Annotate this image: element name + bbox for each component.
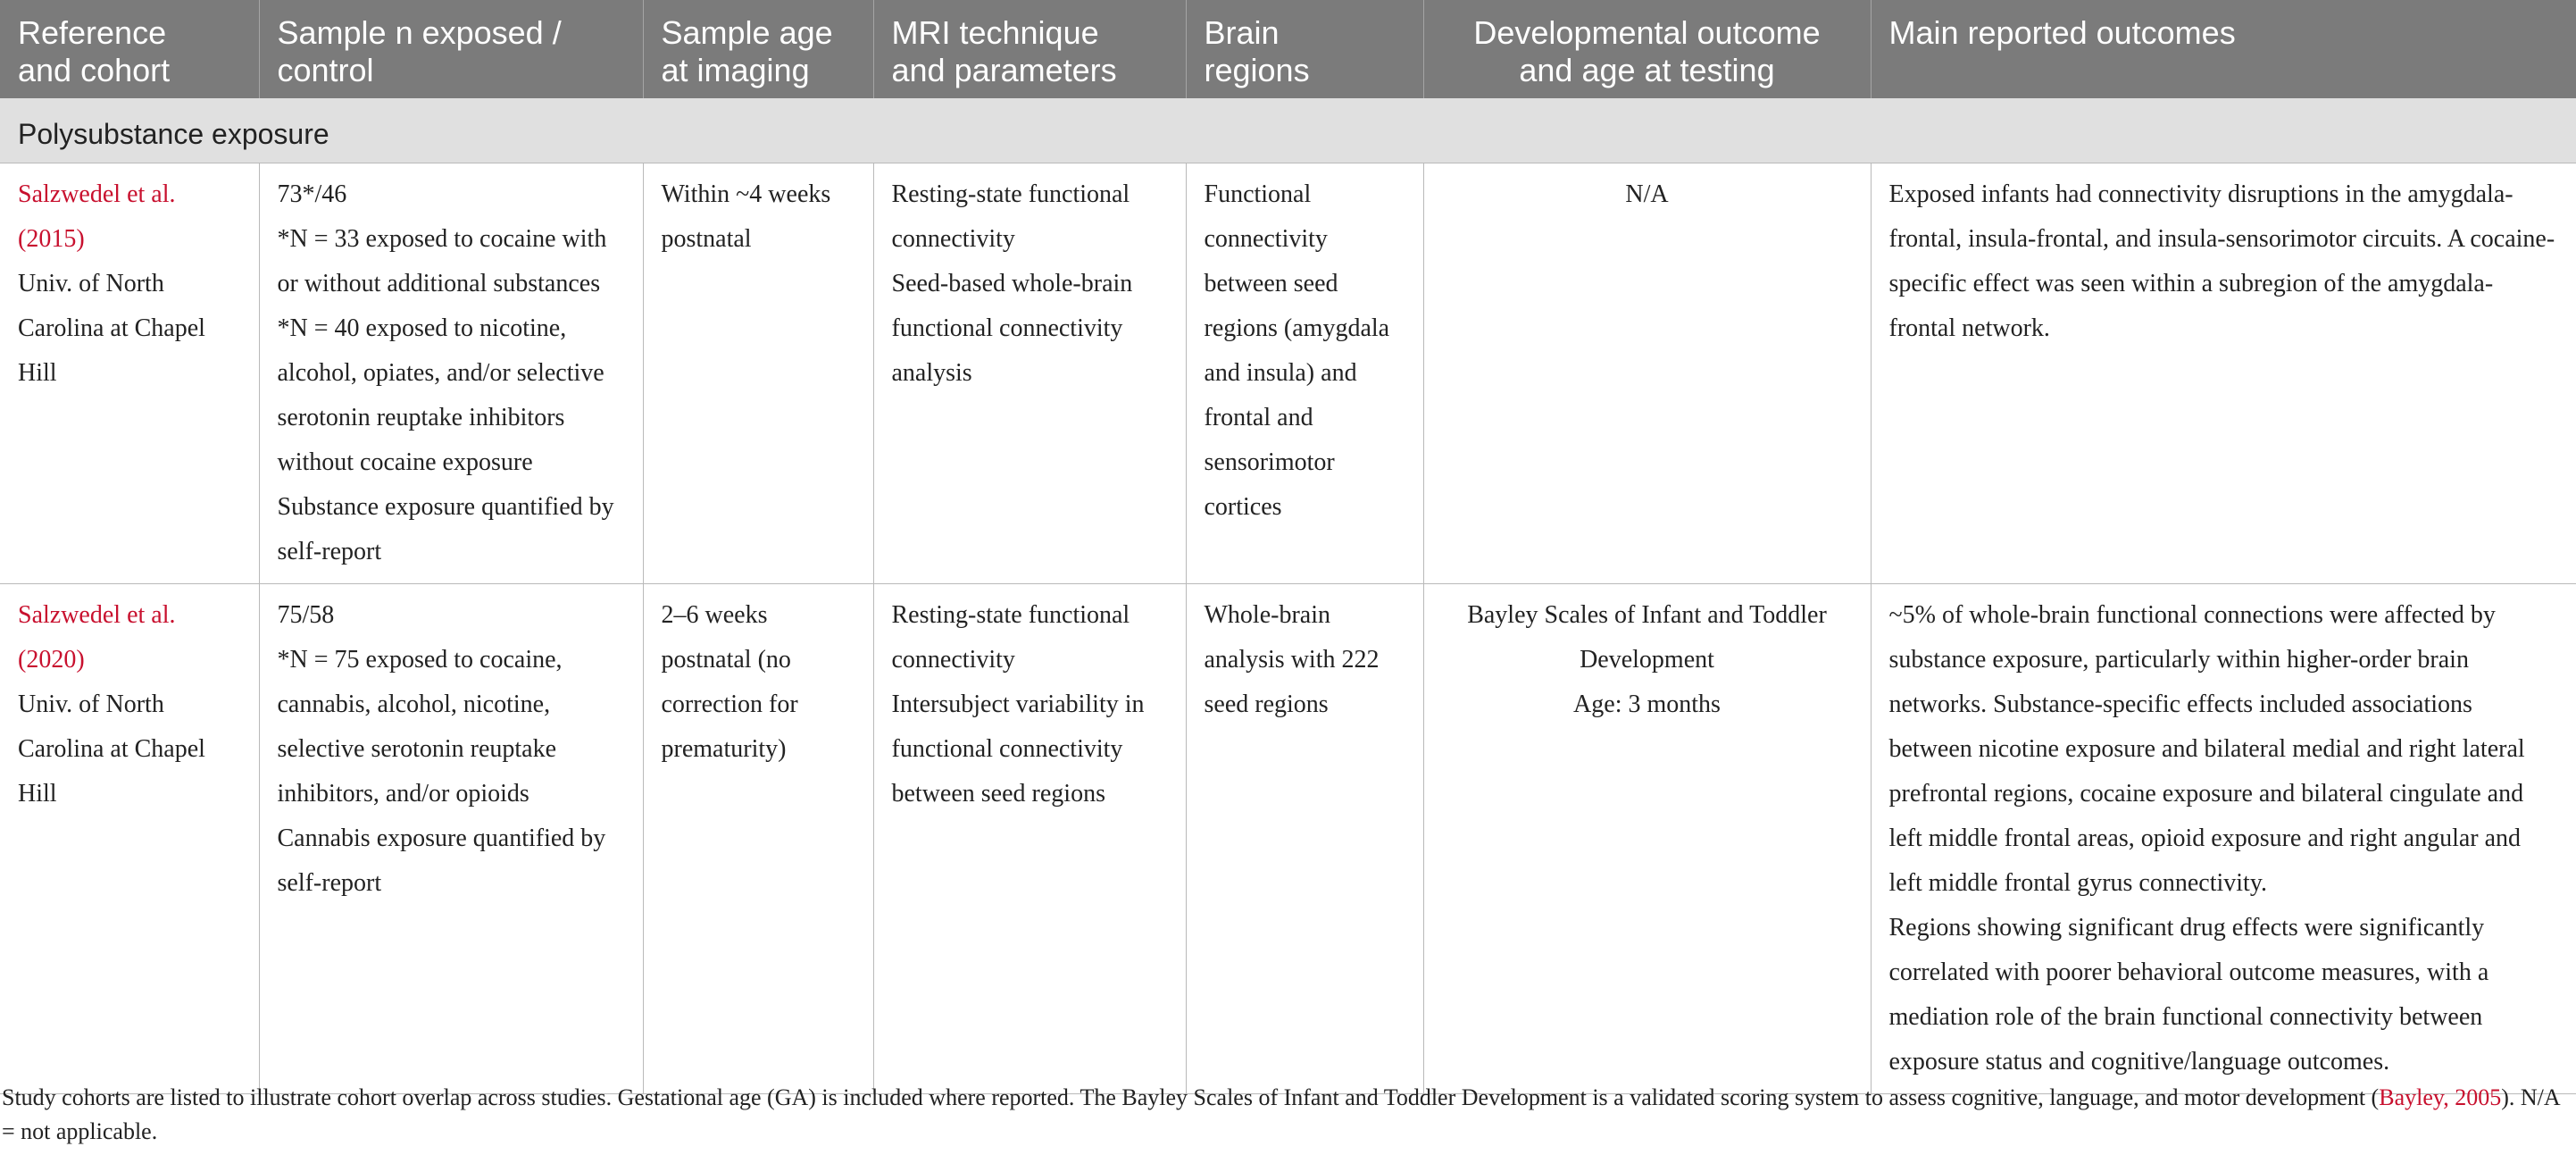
mri-line: Resting-state functional connectivity [891,180,1130,253]
header-main-outcomes [1871,0,2576,98]
sample-line: Substance exposure quantified by self-report [277,493,614,565]
footnote-text-end: ). N/A = not applicable. [2,1084,2560,1144]
regions-cell: Whole-brain analysis with 222 seed regions [1186,584,1423,1094]
header-sample [259,0,643,98]
sample-line: *N = 33 exposed to cocaine with or without additional substances [277,225,607,297]
mri-cell [873,163,1186,584]
reference-cell [0,584,259,1094]
footnote-text: Study cohorts are listed to illustrate cohort overlap across studies. Gestational age (GA) is included where reported. The Bayley Scales of Infant and Toddler Development is a validated scoring system to assess cognitive, language, and motor development ( [2,1084,2380,1110]
sample-cell [259,584,643,1094]
section-row [0,98,2576,163]
header-mri-text: MRI technique and parameters [891,14,1117,88]
mri-line: Intersubject variability in functional connectivity between seed regions [891,690,1145,808]
sample-line: 75/58 [277,601,335,629]
header-regions [1186,0,1423,98]
mri-cell [873,584,1186,1094]
footnote-reference-link[interactable]: Bayley, 2005 [2379,1084,2502,1110]
dev-outcome-cell [1423,163,1871,584]
header-dev-outcome [1423,0,1871,98]
cohort-text: Univ. of North Carolina at Chapel Hill [18,690,205,808]
reference-link[interactable]: Salzwedel et al. (2020) [18,601,176,674]
main-outcome-cell [1871,163,2576,584]
main-outcome-cell [1871,584,2576,1094]
table-header-row [0,0,2576,98]
header-sample-text: Sample n exposed / control [277,14,562,88]
outcome-line: Regions showing significant drug effects were significantly correlated with poorer behavioral outcome measures, with a mediation role of the brain functional connectivity between exposure status and cognitive/language outcomes. [1888,914,2489,1075]
header-dev-outcome-text: Developmental outcome and age at testing [1473,14,1821,88]
outcome-line: Exposed infants had connectivity disruptions in the amygdala-frontal, insula-frontal, and insula-sensorimotor circuits. A cocaine-specific effect was seen within a subregion of the amygdala-frontal network. [1888,180,2555,342]
table-footnote [0,1081,2576,1149]
age-cell: Within ~4 weeks postnatal [643,163,873,584]
dev-outcome-line: N/A [1625,180,1669,208]
table-row [0,584,2576,1094]
header-reference [0,0,259,98]
cohort-text: Univ. of North Carolina at Chapel Hill [18,270,205,387]
outcome-line: ~5% of whole-brain functional connections were affected by substance exposure, particularly within higher-order brain networks. Substance-specific effects included associations between nicotine exposure and bilateral medial and right lateral prefrontal regions, cocaine exposure and bilateral cingulate and left middle frontal areas, opioid exposure and right angular and left middle frontal gyrus connectivity. [1888,601,2525,897]
reference-cell [0,163,259,584]
reference-link[interactable]: Salzwedel et al. (2015) [18,180,176,253]
header-mri [873,0,1186,98]
dev-outcome-line: Age: 3 months [1573,690,1721,718]
dev-outcome-cell [1423,584,1871,1094]
sample-line: Cannabis exposure quantified by self-report [277,824,606,897]
header-age-text: Sample age at imaging [661,14,833,88]
dev-outcome-line: Bayley Scales of Infant and Toddler Development [1467,601,1827,674]
mri-line: Resting-state functional connectivity [891,601,1130,674]
regions-cell: Functional connectivity between seed regions (amygdala and insula) and frontal and sensorimotor cortices [1186,163,1423,584]
header-regions-text: Brain regions [1204,14,1310,88]
header-reference-text: Reference and cohort [18,14,171,88]
sample-line: *N = 40 exposed to nicotine, alcohol, opiates, and/or selective serotonin reuptake inhibitors without cocaine exposure [277,314,604,476]
mri-line: Seed-based whole-brain functional connectivity analysis [891,270,1133,387]
sample-line: 73*/46 [277,180,347,208]
sample-line: *N = 75 exposed to cocaine, cannabis, alcohol, nicotine, selective serotonin reuptake inhibitors, and/or opioids [277,646,563,808]
header-age [643,0,873,98]
sample-cell [259,163,643,584]
section-title: Polysubstance exposure [0,98,2576,163]
table-row [0,163,2576,584]
age-cell: 2–6 weeks postnatal (no correction for prematurity) [643,584,873,1094]
header-main-outcomes-text: Main reported outcomes [1888,14,2236,51]
